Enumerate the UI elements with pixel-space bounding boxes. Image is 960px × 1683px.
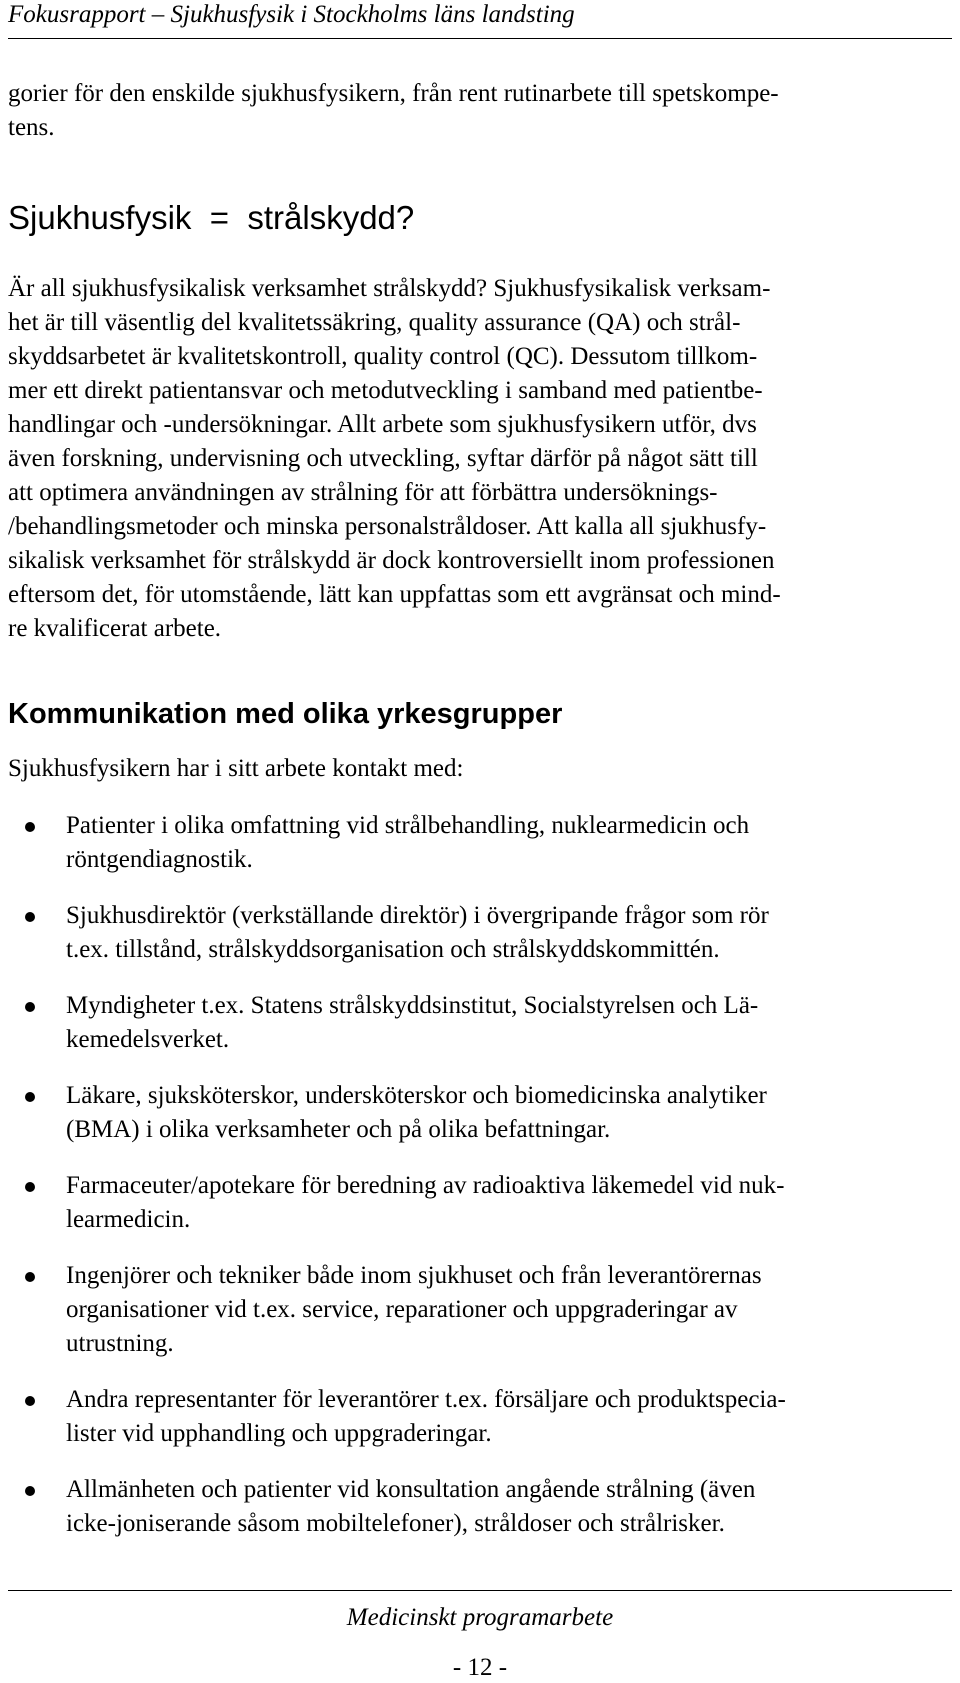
list-item-line: Läkare, sjuksköterskor, undersköterskor och biomedicinska analytiker (66, 1082, 767, 1109)
paragraph-line: eftersom det, för utomstående, lätt kan uppfattas som ett avgränsat och mind- (8, 581, 781, 608)
list-item (8, 899, 786, 967)
list-item-line: t.ex. tillstånd, strålskyddsorganisation och strålskyddskommittén. (66, 936, 720, 963)
list-item-line: röntgendiagnostik. (66, 846, 253, 873)
list-item-line: utrustning. (66, 1330, 174, 1357)
bullet-icon (25, 912, 35, 922)
paragraph-line: /behandlingsmetoder och minska personalstråldoser. Att kalla all sjukhusfy- (8, 513, 767, 540)
paragraph-line: tens. (8, 114, 55, 141)
list-item-line: Andra representanter för leverantörer t.ex. försäljare och produktspecia- (66, 1386, 786, 1413)
running-footer (8, 1590, 952, 1683)
paragraph-line: sikalisk verksamhet för strålskydd är dock kontroversiellt inom professionen (8, 547, 775, 574)
list-item (8, 989, 786, 1057)
bullet-icon (25, 1092, 35, 1102)
list-item-line: organisationer vid t.ex. service, reparationer och uppgraderingar av (66, 1296, 738, 1323)
list-item (8, 1079, 786, 1147)
paragraph-line: het är till väsentlig del kvalitetssäkring, quality assurance (QA) och strål- (8, 309, 741, 336)
bullet-icon (25, 1272, 35, 1282)
paragraph-line: handlingar och -undersökningar. Allt arbete som sjukhusfysikern utför, dvs (8, 411, 757, 438)
list-item (8, 809, 786, 877)
paragraph-line: re kvalificerat arbete. (8, 615, 222, 642)
paragraph-line: även forskning, undervisning och utveckling, syftar därför på något sätt till (8, 445, 758, 472)
section-heading-sjukhusfysik-stralskydd: Sjukhusfysik = strålskydd? (8, 199, 415, 236)
bullet-icon (25, 1182, 35, 1192)
paragraph-line: Är all sjukhusfysikalisk verksamhet strålskydd? Sjukhusfysikalisk verksam- (8, 275, 771, 302)
bullet-icon (25, 822, 35, 832)
list-item-line: (BMA) i olika verksamheter och på olika befattningar. (66, 1116, 611, 1143)
footer-title: Medicinskt programarbete (346, 1604, 614, 1631)
paragraph-stralskydd (8, 272, 781, 646)
contact-list (8, 809, 786, 1563)
list-item-line: Ingenjörer och tekniker både inom sjukhuset och från leverantörernas (66, 1262, 762, 1289)
list-item (8, 1383, 786, 1451)
bullet-icon (25, 1486, 35, 1496)
bullet-icon (25, 1002, 35, 1012)
intro-line: Sjukhusfysikern har i sitt arbete kontakt med: (8, 755, 464, 782)
paragraph-line: att optimera användningen av strålning för att förbättra undersöknings- (8, 479, 718, 506)
paragraph-line: mer ett direkt patientansvar och metodutveckling i samband med patientbe- (8, 377, 763, 404)
list-item (8, 1259, 786, 1361)
running-header (8, 0, 952, 39)
list-item-line: Farmaceuter/apotekare för beredning av radioaktiva läkemedel vid nuk- (66, 1172, 785, 1199)
list-item-line: Patienter i olika omfattning vid strålbehandling, nuklearmedicin och (66, 812, 750, 839)
paragraph-continuation (8, 77, 779, 145)
list-item-line: lister vid upphandling och uppgraderingar. (66, 1420, 492, 1447)
paragraph-line: gorier för den enskilde sjukhusfysikern, från rent rutinarbete till spetskompe- (8, 80, 779, 107)
bullet-icon (25, 1396, 35, 1406)
list-item-line: learmedicin. (66, 1206, 191, 1233)
list-item (8, 1169, 786, 1237)
page-number: - 12 - (452, 1654, 508, 1681)
section-heading-kommunikation: Kommunikation med olika yrkesgrupper (8, 698, 563, 730)
list-item-line: icke-joniserande såsom mobiltelefoner), stråldoser och strålrisker. (66, 1510, 725, 1537)
list-item-line: Sjukhusdirektör (verkställande direktör) i övergripande frågor som rör (66, 902, 769, 929)
running-header-title: Fokusrapport – Sjukhusfysik i Stockholms läns landsting (8, 1, 575, 28)
list-item-line: Myndigheter t.ex. Statens strålskyddsinstitut, Socialstyrelsen och Lä- (66, 992, 759, 1019)
list-item-line: kemedelsverket. (66, 1026, 230, 1053)
list-item (8, 1473, 786, 1541)
paragraph-line: skyddsarbetet är kvalitetskontroll, quality control (QC). Dessutom tillkom- (8, 343, 758, 370)
list-item-line: Allmänheten och patienter vid konsultation angående strålning (även (66, 1476, 756, 1503)
document-page (8, 0, 952, 1679)
section-intro (8, 752, 463, 786)
